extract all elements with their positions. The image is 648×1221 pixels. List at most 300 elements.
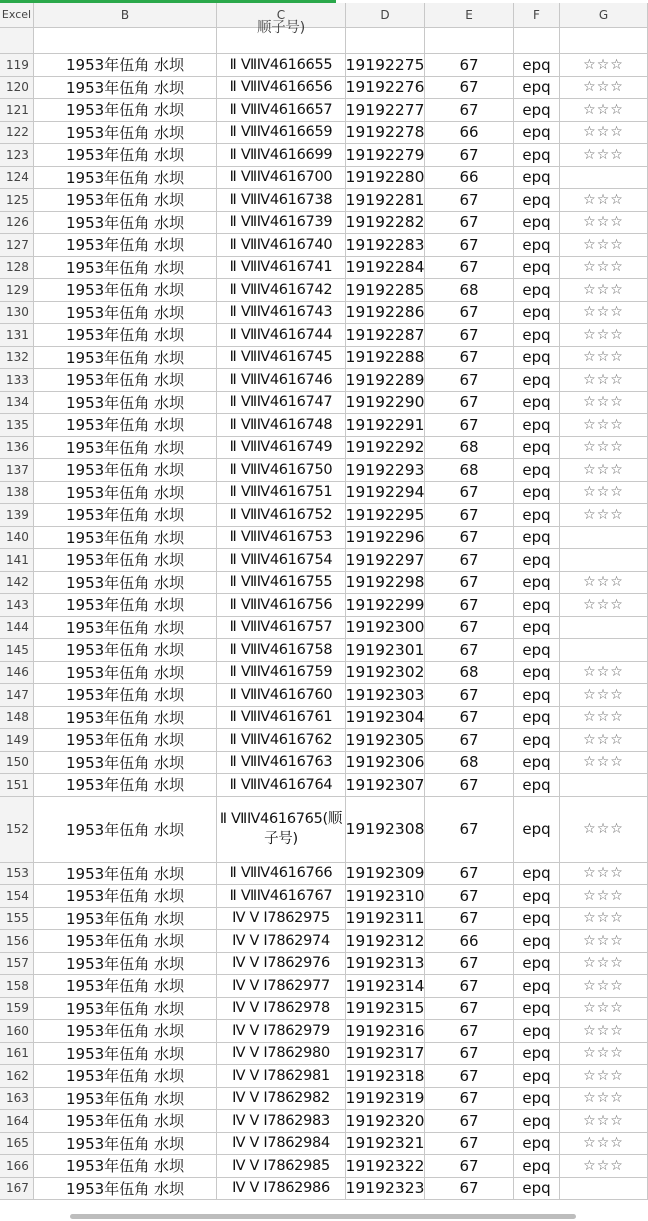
cell-e[interactable]: 68 [425,279,514,301]
row-number[interactable]: 140 [0,527,34,549]
cell-b[interactable]: 1953年伍角 水坝 [34,707,217,729]
cell-c[interactable]: Ⅱ ⅦⅣ4616764 [217,774,346,796]
row-number[interactable]: 133 [0,369,34,391]
row-number[interactable]: 138 [0,482,34,504]
cell-f[interactable]: epq [514,1155,560,1177]
column-header-b[interactable]: B [34,3,217,27]
row-number[interactable]: 157 [0,953,34,975]
cell-c[interactable]: Ⅳ Ⅴ Ⅰ7862979 [217,1020,346,1042]
cell-b[interactable]: 1953年伍角 水坝 [34,797,217,862]
cell-g[interactable]: ☆☆☆ [560,482,648,504]
cell-d[interactable]: 19192307 [346,775,425,794]
row-number[interactable]: 167 [0,1178,34,1200]
cell-c[interactable]: Ⅱ ⅦⅣ4616754 [217,549,346,571]
cell-d[interactable]: 19192275 [346,55,425,74]
cell-b[interactable]: 1953年伍角 水坝 [34,1088,217,1110]
row-number[interactable]: 126 [0,212,34,234]
corner-cell[interactable]: Excel [0,3,34,27]
cell-f[interactable]: epq [514,324,560,346]
cell-g[interactable]: ☆☆☆ [560,234,648,256]
cell-d[interactable]: 19192306 [346,753,425,772]
cell-f[interactable]: epq [514,752,560,774]
cell-g[interactable]: ☆☆☆ [560,324,648,346]
cell-f[interactable]: epq [514,975,560,997]
cell-e[interactable]: 67 [425,527,514,549]
cell-f[interactable]: epq [514,504,560,526]
cell-e[interactable]: 67 [425,144,514,166]
cell-g[interactable]: ☆☆☆ [560,1133,648,1155]
cell-f[interactable]: epq [514,189,560,211]
cell-g[interactable]: ☆☆☆ [560,54,648,76]
cell-b[interactable]: 1953年伍角 水坝 [34,459,217,481]
row-number[interactable]: 161 [0,1043,34,1065]
row-number[interactable]: 152 [0,797,34,862]
cell-e[interactable]: 67 [425,707,514,729]
cell-e[interactable]: 67 [425,212,514,234]
cell-c[interactable]: Ⅱ ⅦⅣ4616746 [217,369,346,391]
cell-c[interactable]: Ⅳ Ⅴ Ⅰ7862976 [217,953,346,975]
cell-b[interactable]: 1953年伍角 水坝 [34,144,217,166]
cell-d[interactable]: 19192279 [346,145,425,164]
cell-g[interactable]: ☆☆☆ [560,572,648,594]
row-number[interactable]: 131 [0,324,34,346]
cell-c[interactable]: Ⅳ Ⅴ Ⅰ7862981 [217,1065,346,1087]
cell-e[interactable]: 67 [425,1178,514,1200]
cell-e[interactable]: 67 [425,975,514,997]
cell-e[interactable]: 68 [425,459,514,481]
cell-d[interactable]: 19192282 [346,213,425,232]
row-number[interactable]: 137 [0,459,34,481]
cell-e[interactable]: 67 [425,302,514,324]
cell-e[interactable]: 67 [425,953,514,975]
cell-c[interactable]: Ⅱ ⅦⅣ4616747 [217,392,346,414]
cell-b[interactable]: 1953年伍角 水坝 [34,930,217,952]
cell-d[interactable]: 19192287 [346,325,425,344]
column-header-d[interactable]: D [346,3,425,27]
row-number[interactable]: 159 [0,998,34,1020]
cell-f[interactable]: epq [514,212,560,234]
cell-b[interactable]: 1953年伍角 水坝 [34,617,217,639]
cell-b[interactable]: 1953年伍角 水坝 [34,527,217,549]
cell-c[interactable]: Ⅱ ⅦⅣ4616763 [217,752,346,774]
cell-d[interactable]: 19192297 [346,550,425,569]
cell-d[interactable]: 19192314 [346,976,425,995]
cell-e[interactable]: 67 [425,482,514,504]
cell-c[interactable]: Ⅱ ⅦⅣ4616745 [217,347,346,369]
cell-f[interactable]: epq [514,369,560,391]
cell-d[interactable]: 19192289 [346,370,425,389]
row-number[interactable]: 136 [0,437,34,459]
cell-g[interactable]: ☆☆☆ [560,885,648,907]
cell-b[interactable]: 1953年伍角 水坝 [34,414,217,436]
cell-g[interactable]: ☆☆☆ [560,122,648,144]
cell-c[interactable]: Ⅱ ⅦⅣ4616748 [217,414,346,436]
cell-b[interactable]: 1953年伍角 水坝 [34,234,217,256]
cell-e[interactable]: 67 [425,54,514,76]
cell-c[interactable]: Ⅱ ⅦⅣ4616766 [217,863,346,885]
column-header-e[interactable]: E [425,3,514,27]
row-number[interactable]: 148 [0,707,34,729]
cell-f[interactable]: epq [514,257,560,279]
cell-e[interactable]: 67 [425,684,514,706]
cell-e[interactable]: 67 [425,1043,514,1065]
cell-f[interactable]: epq [514,437,560,459]
cell-e[interactable]: 67 [425,99,514,121]
cell-f[interactable]: epq [514,459,560,481]
cell-e[interactable]: 67 [425,617,514,639]
cell-e[interactable]: 67 [425,885,514,907]
cell-e[interactable]: 67 [425,1065,514,1087]
cell-c[interactable]: Ⅱ ⅦⅣ4616755 [217,572,346,594]
cell-g[interactable]: ☆☆☆ [560,279,648,301]
row-number[interactable]: 129 [0,279,34,301]
cell-d[interactable]: 19192318 [346,1066,425,1085]
column-header-f[interactable]: F [514,3,560,27]
row-number[interactable]: 155 [0,908,34,930]
cell-g[interactable]: ☆☆☆ [560,684,648,706]
cell-c[interactable]: Ⅳ Ⅴ Ⅰ7862977 [217,975,346,997]
cell-g[interactable]: ☆☆☆ [560,347,648,369]
cell-e[interactable]: 67 [425,774,514,796]
cell-g[interactable]: ☆☆☆ [560,302,648,324]
row-number[interactable]: 147 [0,684,34,706]
cell-d[interactable]: 19192292 [346,438,425,457]
cell-f[interactable]: epq [514,414,560,436]
cell-e[interactable]: 67 [425,504,514,526]
cell-g[interactable]: ☆☆☆ [560,863,648,885]
cell-e[interactable]: 67 [425,908,514,930]
cell-e[interactable]: 66 [425,167,514,189]
cell-b[interactable]: 1953年伍角 水坝 [34,1110,217,1132]
cell-d[interactable]: 19192301 [346,640,425,659]
cell-b[interactable]: 1953年伍角 水坝 [34,54,217,76]
cell-d[interactable]: 19192311 [346,909,425,928]
cell-b[interactable]: 1953年伍角 水坝 [34,752,217,774]
cell-f[interactable]: epq [514,99,560,121]
cell-g[interactable]: ☆☆☆ [560,99,648,121]
cell-c[interactable]: Ⅳ Ⅴ Ⅰ7862974 [217,930,346,952]
cell-f[interactable]: epq [514,1065,560,1087]
row-number[interactable]: 151 [0,774,34,796]
cell-b[interactable]: 1953年伍角 水坝 [34,279,217,301]
cell-b[interactable]: 1953年伍角 水坝 [34,1020,217,1042]
cell-d[interactable]: 19192319 [346,1089,425,1108]
cell-f[interactable]: epq [514,122,560,144]
cell-b[interactable]: 1953年伍角 水坝 [34,885,217,907]
cell-f[interactable]: epq [514,797,560,862]
cell-b[interactable]: 1953年伍角 水坝 [34,662,217,684]
cell-e[interactable]: 68 [425,662,514,684]
cell-d[interactable]: 19192294 [346,483,425,502]
cell-g[interactable]: ☆☆☆ [560,459,648,481]
cell-f[interactable]: epq [514,662,560,684]
cell-d[interactable]: 19192309 [346,864,425,883]
cell-c[interactable]: Ⅱ ⅦⅣ4616757 [217,617,346,639]
cell-g[interactable] [560,1178,648,1200]
cell-c[interactable]: Ⅱ ⅦⅣ4616700 [217,167,346,189]
row-number[interactable]: 154 [0,885,34,907]
row-number[interactable]: 144 [0,617,34,639]
cell-c[interactable]: Ⅱ ⅦⅣ4616765(顺子号) [217,797,346,862]
cell-g[interactable]: ☆☆☆ [560,369,648,391]
cell-b[interactable]: 1953年伍角 水坝 [34,99,217,121]
cell-e[interactable]: 67 [425,572,514,594]
row-number[interactable]: 165 [0,1133,34,1155]
column-header-c[interactable]: C [217,3,346,27]
cell-g[interactable]: ☆☆☆ [560,437,648,459]
row-number[interactable]: 162 [0,1065,34,1087]
cell-e[interactable]: 67 [425,863,514,885]
cell-b[interactable]: 1953年伍角 水坝 [34,1178,217,1200]
row-number[interactable]: 122 [0,122,34,144]
row-number[interactable]: 125 [0,189,34,211]
cell-d[interactable]: 19192293 [346,460,425,479]
cell-c[interactable]: Ⅱ ⅦⅣ4616751 [217,482,346,504]
row-number[interactable]: 166 [0,1155,34,1177]
cell-f[interactable]: epq [514,639,560,661]
cell-e[interactable]: 67 [425,797,514,862]
cell-g[interactable] [560,167,648,189]
cell-e[interactable]: 67 [425,1110,514,1132]
cell-c[interactable]: Ⅱ ⅦⅣ4616739 [217,212,346,234]
cell-g[interactable]: ☆☆☆ [560,729,648,751]
cell-b[interactable]: 1953年伍角 水坝 [34,1155,217,1177]
cell-d[interactable]: 19192321 [346,1134,425,1153]
cell-b[interactable]: 1953年伍角 水坝 [34,908,217,930]
cell-f[interactable]: epq [514,1088,560,1110]
cell-c[interactable]: Ⅱ ⅦⅣ4616759 [217,662,346,684]
cell-d[interactable]: 19192280 [346,168,425,187]
cell-e[interactable]: 67 [425,347,514,369]
cell-e[interactable]: 67 [425,1133,514,1155]
cell-f[interactable]: epq [514,572,560,594]
cell-c[interactable]: Ⅳ Ⅴ Ⅰ7862982 [217,1088,346,1110]
row-number[interactable]: 120 [0,77,34,99]
cell-g[interactable]: ☆☆☆ [560,953,648,975]
cell-d[interactable]: 19192286 [346,303,425,322]
cell-f[interactable]: epq [514,77,560,99]
cell-d[interactable]: 19192291 [346,415,425,434]
row-number[interactable]: 134 [0,392,34,414]
cell-g[interactable]: ☆☆☆ [560,1020,648,1042]
row-number[interactable]: 128 [0,257,34,279]
cell-g[interactable]: ☆☆☆ [560,144,648,166]
cell-e[interactable]: 67 [425,324,514,346]
cell-c[interactable]: Ⅱ ⅦⅣ4616742 [217,279,346,301]
cell-f[interactable]: epq [514,729,560,751]
cell-b[interactable]: 1953年伍角 水坝 [34,1043,217,1065]
cell-f[interactable]: epq [514,1020,560,1042]
cell-d[interactable]: 19192300 [346,618,425,637]
cell-g[interactable] [560,527,648,549]
cell-d[interactable]: 19192315 [346,999,425,1018]
cell-e[interactable]: 67 [425,369,514,391]
cell-d[interactable]: 19192305 [346,730,425,749]
cell-b[interactable]: 1953年伍角 水坝 [34,639,217,661]
cell-e[interactable]: 67 [425,1155,514,1177]
cell-c[interactable]: Ⅱ ⅦⅣ4616767 [217,885,346,907]
cell-f[interactable]: epq [514,549,560,571]
cell-c[interactable]: Ⅱ ⅦⅣ4616744 [217,324,346,346]
cell-b[interactable]: 1953年伍角 水坝 [34,863,217,885]
cell-c[interactable]: Ⅱ ⅦⅣ4616752 [217,504,346,526]
cell-c[interactable]: Ⅱ ⅦⅣ4616656 [217,77,346,99]
cell-e[interactable]: 67 [425,234,514,256]
cell-d[interactable]: 19192283 [346,235,425,254]
cell-d[interactable]: 19192290 [346,393,425,412]
cell-f[interactable]: epq [514,707,560,729]
cell[interactable] [34,28,217,53]
cell-g[interactable] [560,617,648,639]
cell-g[interactable]: ☆☆☆ [560,1155,648,1177]
cell-b[interactable]: 1953年伍角 水坝 [34,77,217,99]
row-number[interactable]: 142 [0,572,34,594]
row-number[interactable]: 149 [0,729,34,751]
cell-d[interactable]: 19192320 [346,1111,425,1130]
cell-c[interactable]: Ⅱ ⅦⅣ4616743 [217,302,346,324]
cell-g[interactable]: ☆☆☆ [560,930,648,952]
row-number[interactable]: 135 [0,414,34,436]
row-number[interactable]: 143 [0,594,34,616]
cell-d[interactable]: 19192299 [346,595,425,614]
cell-c[interactable]: Ⅱ ⅦⅣ4616749 [217,437,346,459]
cell-f[interactable]: epq [514,1133,560,1155]
cell-g[interactable]: ☆☆☆ [560,1065,648,1087]
cell-b[interactable]: 1953年伍角 水坝 [34,1133,217,1155]
cell-e[interactable]: 68 [425,437,514,459]
cell-f[interactable]: epq [514,279,560,301]
cell-c[interactable]: Ⅱ ⅦⅣ4616753 [217,527,346,549]
cell-b[interactable]: 1953年伍角 水坝 [34,324,217,346]
cell-b[interactable]: 1953年伍角 水坝 [34,212,217,234]
cell-f[interactable]: epq [514,167,560,189]
cell-d[interactable]: 19192317 [346,1044,425,1063]
row-number[interactable]: 141 [0,549,34,571]
cell[interactable] [560,28,648,53]
cell-d[interactable]: 19192304 [346,708,425,727]
cell-e[interactable]: 66 [425,930,514,952]
cell-g[interactable]: ☆☆☆ [560,662,648,684]
row-number[interactable]: 164 [0,1110,34,1132]
row-number[interactable]: 139 [0,504,34,526]
cell-e[interactable]: 67 [425,189,514,211]
cell-b[interactable]: 1953年伍角 水坝 [34,257,217,279]
cell-e[interactable]: 66 [425,122,514,144]
cell-g[interactable]: ☆☆☆ [560,414,648,436]
cell-c[interactable]: Ⅱ ⅦⅣ4616762 [217,729,346,751]
cell-b[interactable]: 1953年伍角 水坝 [34,482,217,504]
cell-d[interactable]: 19192310 [346,886,425,905]
cell-d[interactable]: 19192285 [346,280,425,299]
cell-c[interactable]: Ⅱ ⅦⅣ4616750 [217,459,346,481]
cell-c[interactable]: Ⅳ Ⅴ Ⅰ7862985 [217,1155,346,1177]
cell-g[interactable]: ☆☆☆ [560,189,648,211]
row-number[interactable]: 145 [0,639,34,661]
cell-b[interactable]: 1953年伍角 水坝 [34,347,217,369]
cell-f[interactable]: epq [514,1043,560,1065]
cell-d[interactable]: 19192316 [346,1021,425,1040]
cell-g[interactable]: ☆☆☆ [560,1088,648,1110]
cell-d[interactable]: 19192295 [346,505,425,524]
cell-c[interactable]: Ⅱ ⅦⅣ4616740 [217,234,346,256]
cell-c[interactable]: Ⅱ ⅦⅣ4616758 [217,639,346,661]
cell-g[interactable]: ☆☆☆ [560,908,648,930]
cell-b[interactable]: 1953年伍角 水坝 [34,549,217,571]
cell-d[interactable]: 19192277 [346,100,425,119]
cell-g[interactable] [560,639,648,661]
cell-g[interactable]: ☆☆☆ [560,707,648,729]
cell-f[interactable]: epq [514,774,560,796]
cell-e[interactable]: 67 [425,729,514,751]
cell-g[interactable]: ☆☆☆ [560,797,648,862]
cell-c[interactable]: Ⅱ ⅦⅣ4616659 [217,122,346,144]
cell-b[interactable]: 1953年伍角 水坝 [34,975,217,997]
cell-b[interactable]: 1953年伍角 水坝 [34,369,217,391]
cell-b[interactable]: 1953年伍角 水坝 [34,392,217,414]
cell-g[interactable]: ☆☆☆ [560,212,648,234]
cell-f[interactable]: epq [514,347,560,369]
cell-d[interactable]: 19192288 [346,348,425,367]
cell-d[interactable]: 19192322 [346,1156,425,1175]
cell-f[interactable]: epq [514,953,560,975]
cell-e[interactable]: 67 [425,594,514,616]
cell[interactable] [346,28,425,53]
cell-d[interactable]: 19192323 [346,1179,425,1198]
cell-e[interactable]: 67 [425,549,514,571]
cell-d[interactable]: 19192296 [346,528,425,547]
cell-f[interactable]: epq [514,930,560,952]
cell-f[interactable]: epq [514,392,560,414]
cell-g[interactable]: ☆☆☆ [560,257,648,279]
cell-b[interactable]: 1953年伍角 水坝 [34,504,217,526]
cell[interactable] [514,28,560,53]
cell-e[interactable]: 68 [425,752,514,774]
cell-g[interactable]: ☆☆☆ [560,1043,648,1065]
row-number[interactable]: 160 [0,1020,34,1042]
cell-b[interactable]: 1953年伍角 水坝 [34,729,217,751]
row-number[interactable]: 150 [0,752,34,774]
row-number[interactable] [0,28,34,53]
row-number[interactable]: 127 [0,234,34,256]
cell-b[interactable]: 1953年伍角 水坝 [34,998,217,1020]
cell-b[interactable]: 1953年伍角 水坝 [34,189,217,211]
row-number[interactable]: 132 [0,347,34,369]
cell-e[interactable]: 67 [425,639,514,661]
cell-d[interactable]: 19192278 [346,123,425,142]
cell-g[interactable]: ☆☆☆ [560,77,648,99]
cell-f[interactable]: epq [514,1110,560,1132]
cell-c[interactable]: Ⅱ ⅦⅣ4616760 [217,684,346,706]
cell-f[interactable]: epq [514,908,560,930]
cell-d[interactable]: 19192302 [346,663,425,682]
cell-f[interactable]: epq [514,684,560,706]
cell-f[interactable]: epq [514,144,560,166]
cell-e[interactable]: 67 [425,392,514,414]
cell-c[interactable]: Ⅱ ⅦⅣ4616657 [217,99,346,121]
cell-b[interactable]: 1953年伍角 水坝 [34,594,217,616]
cell-b[interactable]: 1953年伍角 水坝 [34,437,217,459]
cell-f[interactable]: epq [514,885,560,907]
cell-b[interactable]: 1953年伍角 水坝 [34,167,217,189]
cell-b[interactable]: 1953年伍角 水坝 [34,774,217,796]
row-number[interactable]: 123 [0,144,34,166]
cell-d[interactable]: 19192312 [346,931,425,950]
cell-d[interactable]: 19192281 [346,190,425,209]
cell-b[interactable]: 1953年伍角 水坝 [34,572,217,594]
cell-e[interactable]: 67 [425,257,514,279]
cell-d[interactable]: 19192303 [346,685,425,704]
cell-g[interactable]: ☆☆☆ [560,1110,648,1132]
